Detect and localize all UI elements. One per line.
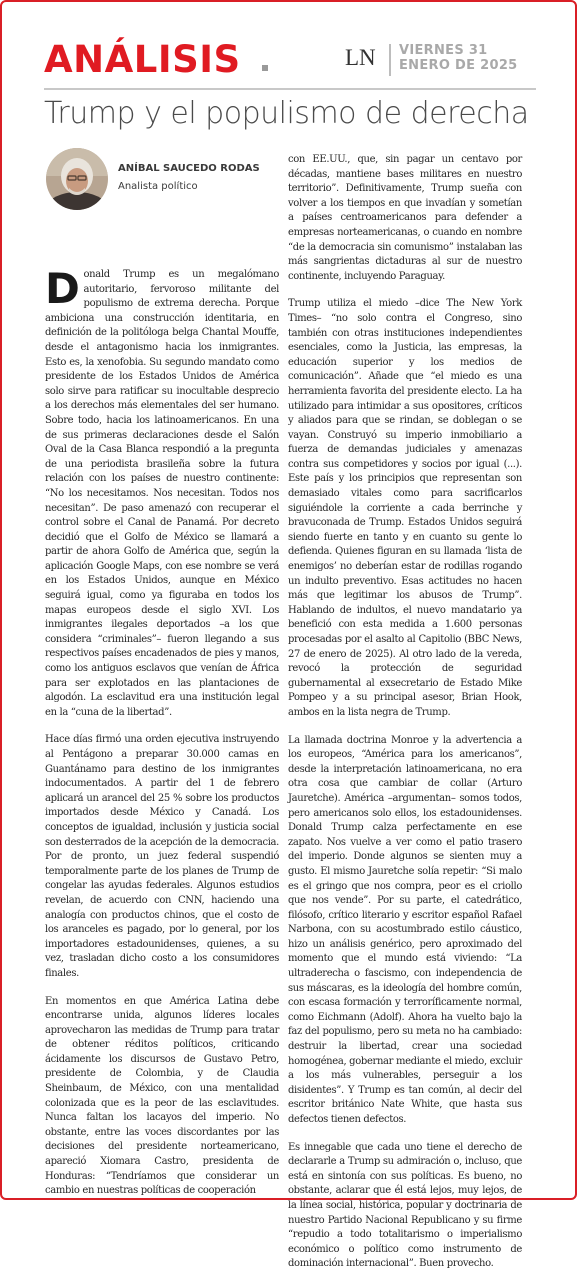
date-separator: [389, 44, 391, 76]
author-name: ANÍBAL SAUCEDO RODAS: [118, 163, 260, 174]
paragraph: En momentos en que América Latina debe encontrarse unida, algunos líderes locales aprovecharon las medidas de Trump para tratar de obtener réditos políticos, criticando ácidamente los discursos de Gustavo Petro, presidente de Colombia, y de Claudia Sheinbaum, de México, con una mentalidad colonizada que es la peor de las esclavitudes. Nunca faltan los lacayos del imperio. No obstante, entre las voces discordantes por las decisiones del presidente norteamericano, apareció Xiomara Castro, presidenta de Honduras: “Tendríamos que considerar un cambio en nuestras políticas de cooperación: [45, 995, 279, 1197]
paragraph: [45, 264, 279, 720]
article-column-left: [45, 264, 279, 1212]
section-title: ANÁLISIS: [44, 38, 241, 81]
paragraph: Trump utiliza el miedo –dice The New York Times– “no solo contra el Congreso, sino también con otras instituciones independientes esenciales, como la Justicia, las empresas, la educación superior y los medios de comunicación”. Añade que “el miedo es una herramienta favorita del presidente electo. La ha utilizado para intimidar a sus opositores, críticos y aliados para que se rindan, se doblegan o se vayan. Construyó su imperio inmobiliario a fuerza de demandas judiciales y amenazas contra sus competidores y socios por igual (...). Este país y los principios que representan son demasiado vitales como para sacrificarlos siguiéndole la corriente a cada berrinche y bravuconada de Trump. Estados Unidos seguirá siendo fuerte en tanto y en cuanto su gente lo defienda. Quienes figuran en su llamada ‘lista de enemigos’ no deberían estar de rodillas rogando un indulto preventivo. Esas actitudes no hacen más que legitimar los abusos de Trump”. Hablando de indultos, el nuevo mandatario ya benefició con esta medida a 1.600 personas procesadas por el asalto al Capitolio (BBC News, 27 de enero de 2025). Al otro lado de la vereda, revocó la protección de seguridad gubernamental al exsecretario de Estado Mike Pompeo y a su principal asesor, Brian Hook, ambos en la lista negra de Trump.: [288, 298, 522, 718]
page-header: [44, 38, 534, 88]
issue-date: [399, 43, 518, 73]
header-rule: [44, 88, 536, 90]
paragraph-text: onald Trump es un megalómano autoritario, fervoroso militante del populismo de extrema derecha. Porque ambiciona una construcción identitaria, en definición de la politóloga belga Chantal Mouffe, desde el antagonismo hacia los inmigrantes. Esto es, la xenofobia. Su segundo mandato como presidente de los Estados Unidos de América solo sirve para ratificar su inocultable desprecio a los derechos más elementales del ser humano. Sobre todo, hacia los latinoamericanos. En una de sus primeras declaraciones desde el Salón Oval de la Casa Blanca respondió a la pregunta de una periodista brasileña sobre la futura relación con los países de nuestro continente: “No los necesitamos. Nos necesitan. Todos nos necesitan”. De paso amenazó con recuperar el control sobre el Canal de Panamá. Por decreto decidió que el Golfo de México se llamará a partir de ahora Golfo de América que, según la aplicación Google Maps, con ese nombre se verá en los Estados Unidos, aunque en México seguirá igual, como ya figuraba en todos los mapas europeos desde el siglo XVI. Los inmigrantes ilegales deportados –a los que considera “criminales”– fueron llegando a sus respectivos países encadenados de pies y manos, como los antiguos esclavos que venían de África para ser explotados en las plantaciones de algodón. La esclavitud era una institución legal en la “cuna de la libertad”.: [45, 269, 279, 718]
section-title-dot: [262, 65, 268, 71]
author-role: Analista político: [118, 181, 198, 192]
paragraph: con EE.UU., que, sin pagar un centavo por décadas, mantiene bases militares en nuestro territorio”. Definitivamente, Trump sueña con volver a los tiempos en que invadían y sometían a países centroamericanos para defender a empresas norteamericanas, o cuando en nombre “de la democracia sin comunismo” instalaban las más sangrientas dictaduras al sur de nuestro continente, incluyendo Paraguay.: [288, 154, 522, 282]
article-headline: Trump y el populismo de derecha: [44, 96, 529, 131]
drop-cap: D: [45, 264, 80, 313]
article-column-right: [288, 153, 522, 1285]
issue-date-line2: ENERO DE 2025: [399, 58, 518, 73]
issue-date-line1: VIERNES 31: [399, 43, 488, 58]
author-photo: [46, 148, 108, 210]
paragraph: Es innegable que cada uno tiene el derecho de declararle a Trump su admiración o, incluso, que está en sintonía con sus políticas. Es bueno, no obstante, aclarar que él está lejos, muy lejos, de la línea social, histórica, popular y doctrinaria de nuestro Partido Nacional Republicano y su firme “repudio a todo totalitarismo o imperialismo económico o político como instrumento de dominación internacional”. Buen provecho.: [288, 1141, 522, 1270]
paragraph: Hace días firmó una orden ejecutiva instruyendo al Pentágono a preparar 30.000 camas en Guantánamo para destino de los inmigrantes indocumentados. A partir del 1 de febrero aplicará un arancel del 25 % sobre los productos importados desde México y Canadá. Los conceptos de igualdad, inclusión y justicia social son desterrados de la acepción de la democracia. Por de pronto, un juez federal suspendió temporalmente parte de los planes de Trump de congelar las ayudas federales. Algunos estudios revelan, de acuerdo con CNN, haciendo una analogía con productos chinos, que el costo de los aranceles es pagado, por lo general, por los importadores estadounidenses, quienes, a su vez, trasladan dicho costo a los consumidores finales.: [45, 734, 279, 979]
newspaper-logo: LN: [345, 45, 376, 70]
paragraph: La llamada doctrina Monroe y la advertencia a los europeos, “América para los americanos”, desde la interpretación latinoamericana, no era otra cosa que cambiar de collar (Arturo Jauretche). América –argumentan– somos todos, pero americanos solo ellos, los estadounidenses. Donald Trump calza perfectamente en ese zapato. Nos vuelve a ver como el patio trasero del imperio. Donde algunos se sienten muy a gusto. El mismo Jauretche solía repetir: “Si malo es el gringo que nos compra, peor es el criollo que nos vende”. Por su parte, el catedrático, filósofo, crítico literario y escritor español Rafael Narbona, con su acostumbrado estilo cáustico, hizo un análisis genérico, pero aproximado del momento que el mundo está viviendo: “La ultraderecha o fascismo, con independencia de sus máscaras, es la ideología del hombre común, con escasa formación y terroríficamente normal, como Eichmann (Adolf). Ahora ha vuelto bajo la faz del populismo, pero su meta no ha cambiado: destruir la libertad, crear una sociedad homogénea, gobernar mediante el miedo, excluir a los más vulnerables, perseguir a los disidentes”. Y Trump es tan común, al decir del escritor británico Nate White, que hasta sus defectos tienen defectos.: [288, 734, 522, 1125]
